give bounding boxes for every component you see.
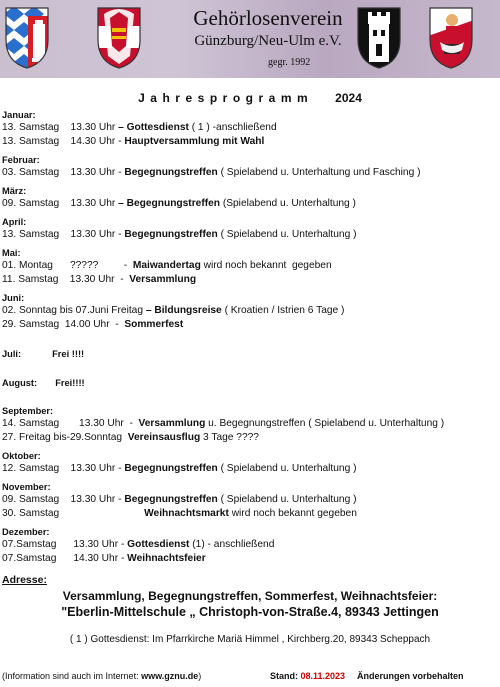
event-row <box>2 121 498 135</box>
event-date: 02. Sonntag bis 07.Juni Freitag <box>2 305 144 316</box>
event-time: 13.30 Uhr <box>70 463 116 474</box>
event-note: ( 1 ) -anschließend <box>188 122 277 133</box>
event-note: ( Kroatien / Istrien 6 Tage ) <box>221 305 345 316</box>
event-date: 14. Samstag <box>2 418 60 429</box>
event-name: Begegnungstreffen <box>124 463 218 474</box>
event-name: Weihnachtsfeier <box>127 553 206 564</box>
event-row <box>2 431 498 445</box>
address-events-line: Versammlung, Begegnungstreffen, Sommerfest, Weihnachtsfeier: <box>62 589 438 603</box>
event-date: 09. Samstag <box>2 198 60 209</box>
event-row <box>2 197 498 211</box>
event-time: 13.30 Uhr <box>69 274 115 285</box>
event-date: 13. Samstag <box>2 136 60 147</box>
event-date: 09. Samstag <box>2 494 60 505</box>
event-note: wird noch bekannt gegeben <box>228 508 357 519</box>
event-note: ( Spielabend u. Unterhaltung ) <box>217 494 357 505</box>
bavaria-crest-icon <box>4 6 50 70</box>
event-row <box>2 417 498 431</box>
event-date: 07.Samstag <box>2 539 57 550</box>
free-month-row <box>2 376 498 390</box>
eagle-crest-icon <box>96 6 142 70</box>
event-date: 01. Montag <box>2 260 53 271</box>
knight-crest-icon <box>428 6 474 70</box>
footer-stand <box>270 671 345 681</box>
event-name: Hauptversammlung mit Wahl <box>124 136 265 147</box>
stand-date: 08.11.2023 <box>300 671 346 681</box>
event-row <box>2 273 498 287</box>
footer-info-prefix: (Information sind auch im Internet: <box>2 671 142 681</box>
event-sep: - <box>118 539 128 550</box>
event-time: 13.30 Uhr <box>73 539 119 550</box>
month-label: Juni: <box>2 293 25 303</box>
event-sep: - <box>114 274 130 285</box>
event-date: 13. Samstag <box>2 122 60 133</box>
event-row <box>2 166 498 180</box>
event-date: 29. Samstag <box>2 319 60 330</box>
event-row <box>2 259 498 273</box>
event-date: 07.Samstag <box>2 553 57 564</box>
event-date: 03. Samstag <box>2 167 60 178</box>
event-name: Begegnungstreffen <box>124 494 218 505</box>
event-row <box>2 135 498 149</box>
event-note: u. Begegnungstreffen ( Spielabend u. Unterhaltung ) <box>205 418 445 429</box>
event-sep: - <box>115 494 125 505</box>
event-date: 12. Samstag <box>2 463 60 474</box>
event-note: (1) - anschließend <box>189 539 275 550</box>
address-label: Adresse: <box>2 574 47 586</box>
event-sep: - <box>115 167 125 178</box>
header-banner <box>0 0 500 78</box>
event-date: 27. Freitag bis-29.Sonntag <box>2 432 123 443</box>
event-row <box>2 538 498 552</box>
event-name: Begegnungstreffen <box>124 167 218 178</box>
event-time: 13.30 Uhr <box>70 122 116 133</box>
program-title-text: Jahresprogramm <box>138 91 314 105</box>
month-label: April: <box>2 217 27 227</box>
event-name: Versammlung <box>129 274 197 285</box>
month-label: Dezember: <box>2 527 50 537</box>
event-name: Gottesdienst <box>127 539 190 550</box>
event-time: ????? <box>69 260 99 271</box>
event-time: 13.30 Uhr <box>79 418 124 429</box>
event-note: ( Spielabend u. Unterhaltung und Fasching ) <box>217 167 421 178</box>
event-note: ( Spielabend u. Unterhaltung ) <box>217 463 357 474</box>
event-sep: - <box>109 319 125 330</box>
event-date: 30. Samstag <box>2 508 60 519</box>
club-name: Gehörlosenverein <box>193 6 343 30</box>
event-date: 11. Samstag <box>2 274 59 285</box>
free-month-row <box>2 347 498 361</box>
stand-label: Stand: <box>270 671 301 681</box>
event-name: Bildungsreise <box>154 305 222 316</box>
event-time: 14.30 Uhr <box>70 136 116 147</box>
event-sep: - <box>123 418 139 429</box>
event-sep: - <box>115 136 125 147</box>
event-sep: - <box>118 260 133 271</box>
month-label: März: <box>2 186 27 196</box>
club-founded: gegr. 1992 <box>268 57 311 68</box>
month-label: September: <box>2 406 54 416</box>
event-sep: – <box>143 305 155 316</box>
event-note: 3 Tage ???? <box>200 432 259 443</box>
event-row <box>2 493 498 507</box>
program-year: 2024 <box>335 91 362 105</box>
month-label: Mai: <box>2 248 21 258</box>
footer-info-suffix: ) <box>198 671 202 681</box>
month-label: August: <box>2 378 38 388</box>
event-sep: – <box>115 122 127 133</box>
event-row <box>2 318 498 332</box>
event-row <box>2 462 498 476</box>
event-time: 13.30 Uhr <box>70 198 116 209</box>
tower-crest-icon <box>356 6 402 70</box>
program-list <box>2 107 498 566</box>
event-sep: - <box>118 553 128 564</box>
event-time: 13.30 Uhr <box>70 494 116 505</box>
website-link[interactable]: www.gznu.de <box>141 671 199 681</box>
month-label: November: <box>2 482 51 492</box>
event-row <box>2 304 498 318</box>
footer-info <box>2 671 201 681</box>
address-church-line: ( 1 ) Gottesdienst: Im Pfarrkirche Mariä Himmel , Kirchberg.20, 89343 Scheppach <box>69 634 431 645</box>
event-name: Begegnungstreffen <box>126 198 220 209</box>
event-sep: - <box>115 229 125 240</box>
month-label: Januar: <box>2 110 36 120</box>
month-label: Juli: <box>2 349 22 359</box>
month-label: Februar: <box>2 155 40 165</box>
event-note: (Spielabend u. Unterhaltung ) <box>220 198 356 209</box>
free-note: Frei !!!! <box>52 349 85 359</box>
event-name: Vereinsausflug <box>127 432 201 443</box>
program-title <box>0 91 500 105</box>
event-note: wird noch bekannt gegeben <box>200 260 332 271</box>
club-location: Günzburg/Neu-Ulm e.V. <box>194 33 342 49</box>
event-time: 14.30 Uhr <box>73 553 119 564</box>
event-name: Weihnachtsmarkt <box>144 508 229 519</box>
month-label: Oktober: <box>2 451 41 461</box>
event-name: Gottesdienst <box>126 122 189 133</box>
event-name: Sommerfest <box>124 319 184 330</box>
event-note: ( Spielabend u. Unterhaltung ) <box>217 229 357 240</box>
address-venue-line: "Eberlin-Mittelschule „ Christoph-von-Straße.4, 89343 Jettingen <box>61 605 439 619</box>
event-time: 13.30 Uhr <box>70 229 116 240</box>
event-row <box>2 507 498 521</box>
event-name: Versammlung <box>138 418 206 429</box>
event-date: 13. Samstag <box>2 229 60 240</box>
event-row <box>2 552 498 566</box>
event-name: Begegnungstreffen <box>124 229 218 240</box>
event-time: 13.30 Uhr <box>70 167 116 178</box>
event-time: 14.00 Uhr <box>64 319 110 330</box>
event-sep: - <box>115 463 125 474</box>
event-row <box>2 228 498 242</box>
event-sep: – <box>115 198 127 209</box>
footer-changes: Änderungen vorbehalten <box>357 671 464 681</box>
event-name: Maiwandertag <box>132 260 201 271</box>
free-note: Frei!!!! <box>55 378 85 388</box>
